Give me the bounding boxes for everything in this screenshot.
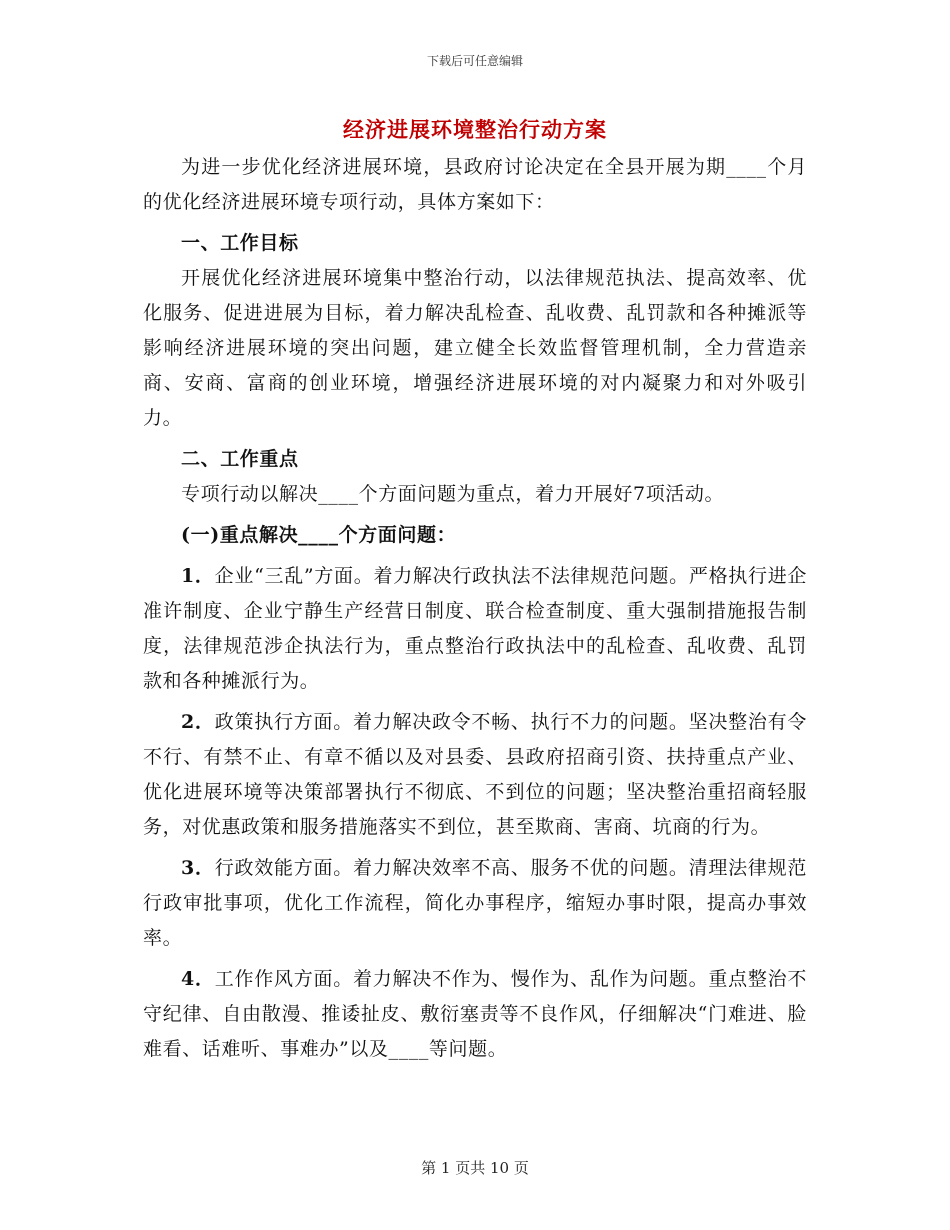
section-heading-focus: 二、工作重点 — [181, 448, 299, 470]
section-heading-goal: 一、工作目标 — [181, 232, 299, 254]
item-text: 企业“三乱”方面。着力解决行政执法不法律规范问题。严格执行进企准许制度、企业宁静生产经营日制度、联合检查制度、重大强制措施报告制度，法律规范涉企执法行为，重点整治行政执法中的乱检查、乱收费、乱罚款和各种摊派行为。 — [143, 565, 808, 692]
item-text: 工作作风方面。着力解决不作为、慢作为、乱作为问题。重点整治不守纪律、自由散漫、推诿扯皮、敷衍塞责等不良作风，仔细解决“门难进、脸难看、话难听、事难办”以及____等问题。 — [143, 968, 807, 1060]
list-item — [143, 559, 807, 699]
focus-paragraph: 专项行动以解决____个方面问题为重点，着力开展好7项活动。 — [181, 483, 725, 505]
subsection-heading-issues: (一)重点解决____个方面问题： — [181, 524, 457, 546]
item-number: 4． — [181, 968, 215, 990]
page-header-note: 下载后可任意编辑 — [426, 54, 523, 68]
item-number: 1． — [181, 565, 215, 587]
list-item — [143, 962, 807, 1067]
item-number: 2． — [181, 711, 215, 733]
document-title: 经济进展环境整治行动方案 — [343, 117, 607, 142]
list-item — [143, 705, 807, 845]
intro-paragraph: 为进一步优化经济进展环境，县政府讨论决定在全县开展为期____个月的优化经济进展环境专项行动，具体方案如下： — [143, 156, 807, 213]
page-number-footer: 第 1 页共 10 页 — [421, 1159, 529, 1177]
item-number: 3． — [181, 857, 215, 879]
item-text: 行政效能方面。着力解决效率不高、服务不优的问题。清理法律规范行政审批事项，优化工作流程，简化办事程序，缩短办事时限，提高办事效率。 — [143, 857, 807, 949]
item-text: 政策执行方面。着力解决政令不畅、执行不力的问题。坚决整治有令不行、有禁不止、有章不循以及对县委、县政府招商引资、扶持重点产业、优化进展环境等决策部署执行不彻底、不到位的问题；坚决整治重招商轻服务，对优惠政策和服务措施落实不到位，甚至欺商、害商、坑商的行为。 — [143, 711, 807, 838]
document-body — [143, 150, 807, 1067]
list-item — [143, 851, 807, 956]
goal-paragraph: 开展优化经济进展环境集中整治行动，以法律规范执法、提高效率、优化服务、促进进展为目标，着力解决乱检查、乱收费、乱罚款和各种摊派等影响经济进展环境的突出问题，建立健全长效监督管理机制，全力营造亲商、安商、富商的创业环境，增强经济进展环境的对内凝聚力和对外吸引力。 — [143, 267, 807, 429]
